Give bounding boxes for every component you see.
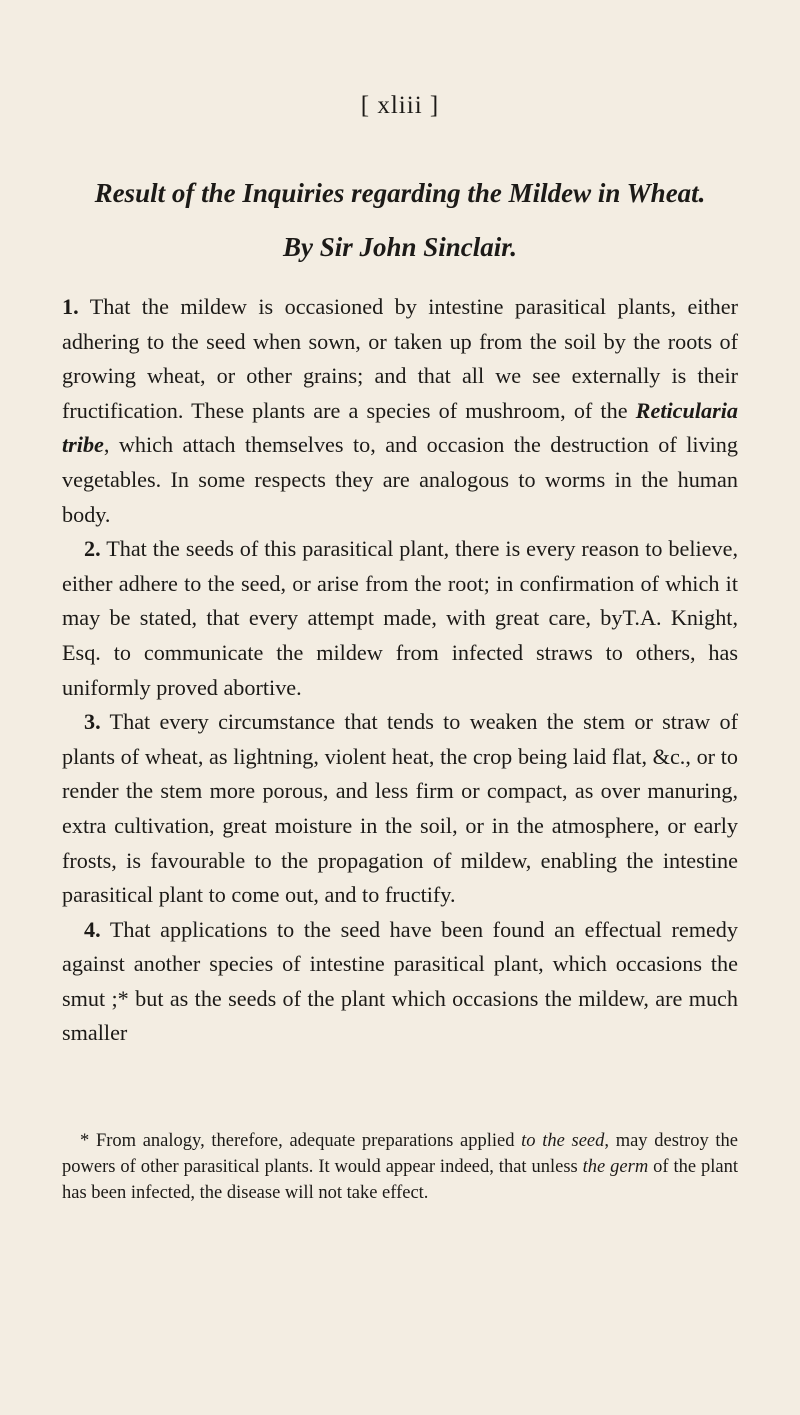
paragraph-number: 2. — [84, 536, 101, 562]
author-byline: By Sir John Sinclair. — [282, 232, 518, 262]
paragraph-text: That every circumstance that tends to weaken the stem or straw of plants of wheat, as lightning, violent heat, the crop being laid flat, &c., or to render the stem more porous, and less firm or compact, as over manuring, extra cultivation, great moisture in the soil, or in the atmosphere, or early frosts, is favourable to the propagation of mildew, enabling the intestine parasitical plant to come out, and to fructify. — [62, 709, 738, 908]
article-title: Result of the Inquiries regarding the Mildew in Wheat. — [94, 178, 706, 208]
footnote-text: of the plant has been infected, the disease will not take effect. — [62, 1157, 738, 1203]
footnote-italic: the germ — [582, 1157, 649, 1177]
paragraph-number: 4. — [84, 916, 101, 942]
footnote-italic: to the seed — [521, 1131, 605, 1151]
paragraph-number: 1. — [62, 294, 79, 319]
paragraph-text: That the mildew is occasioned by intestine parasitical plants, either adhering to the seed when sown, or taken up from the soil by the roots of growing wheat, or other grains; and that all we see externally is their fructification. These plants are a species of mushroom, of the — [62, 294, 739, 423]
body-text — [62, 290, 738, 1051]
footnote-text: * From analogy, therefore, adequate preparations applied — [80, 1131, 522, 1151]
footnote-text: , may destroy the powers of other parasitical plants. It would appear indeed, that unless — [62, 1131, 738, 1177]
footnote — [62, 1128, 738, 1206]
paragraph-3 — [62, 705, 738, 913]
paragraph-4 — [62, 913, 738, 1051]
paragraph-number: 3. — [84, 709, 101, 735]
paragraph-text: , which attach themselves to, and occasion the destruction of living vegetables. In some respects they are analogous to worms in the human body. — [62, 432, 738, 527]
paragraph-text: That applications to the seed have been found an effectual remedy against another species of intestine parasitical plant, which occasions the smut ;* but as the seeds of the plant which occasions the mildew, are much smaller — [62, 916, 738, 1046]
paragraph-1 — [62, 290, 738, 532]
paragraph-2 — [62, 532, 738, 705]
italic-term: Reticularia tribe — [62, 397, 738, 458]
page-number: [ xliii ] — [360, 92, 440, 119]
paragraph-text: That the seeds of this parasitical plant, there is every reason to believe, either adhere to the seed, or arise from the root; in confirmation of which it may be stated, that every attempt made, with great care, byT.A. Knight, Esq. to communicate the mildew from infected straws to others, has uniformly proved abortive. — [62, 536, 739, 700]
